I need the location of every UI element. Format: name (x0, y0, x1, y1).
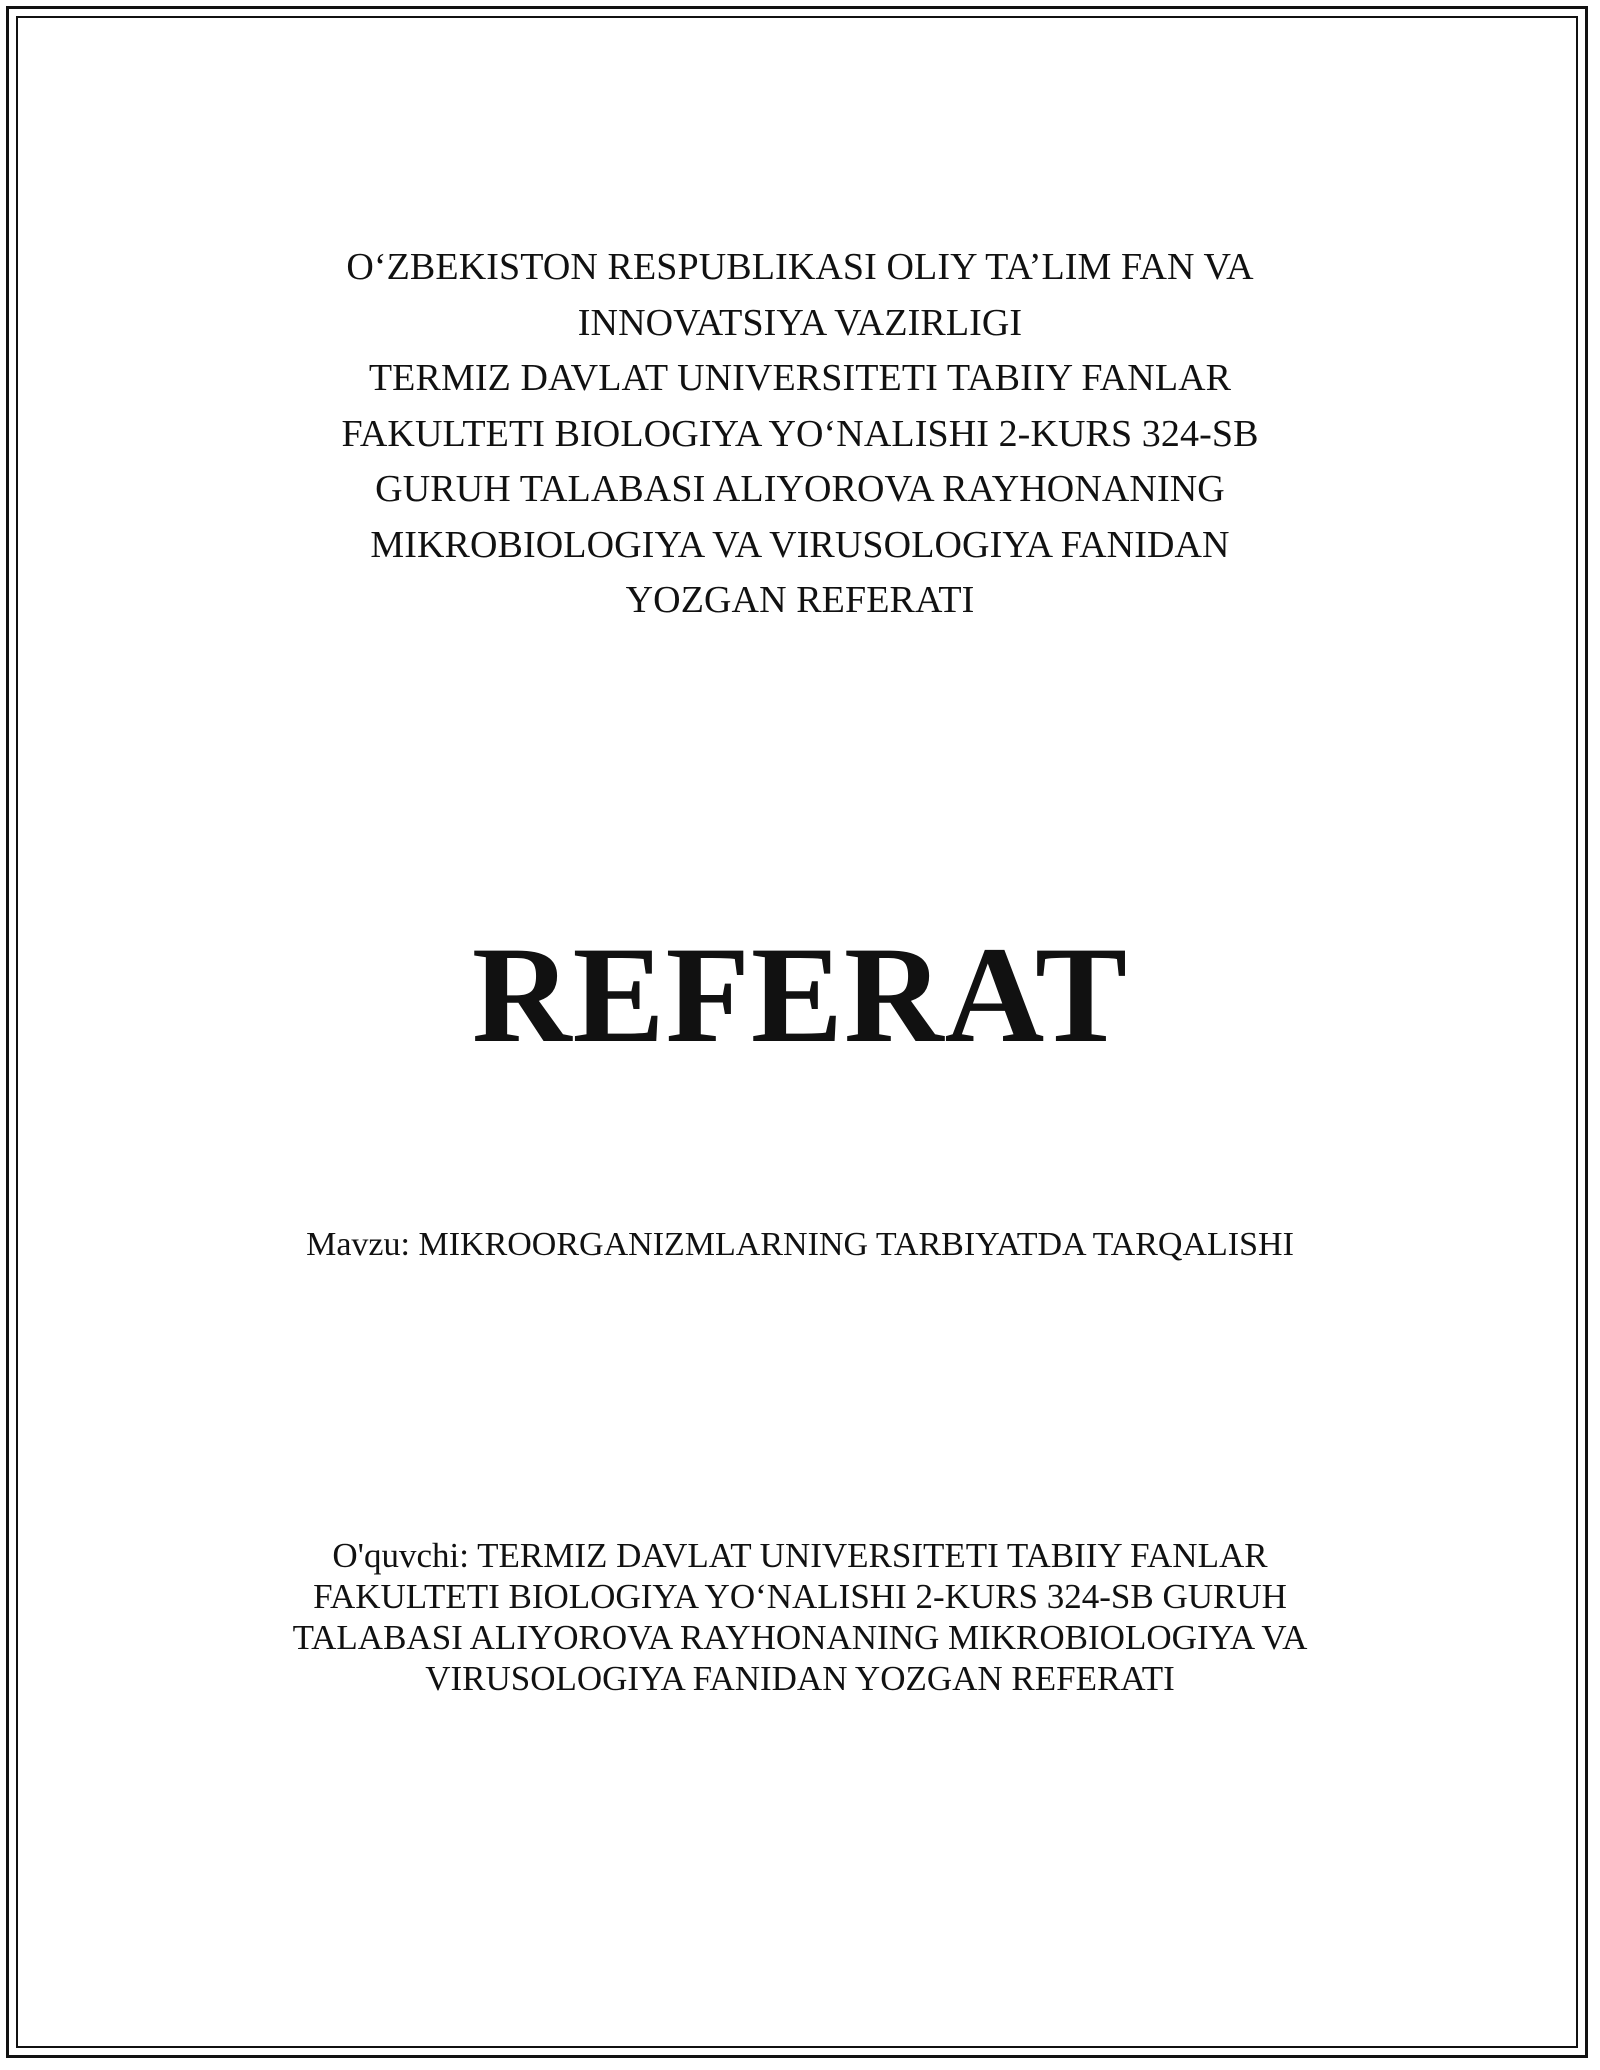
author-info (200, 1535, 1400, 1699)
header-line: INNOVATSIYA VAZIRLIGI (577, 301, 1023, 344)
author-line: TALABASI ALIYOROVA RAYHONANING MIKROBIOLOGIYA VA (292, 1618, 1308, 1657)
header-line: YOZGAN REFERATI (625, 579, 975, 621)
header-line: MIKROBIOLOGIYA VA VIRUSOLOGIYA FANIDAN (370, 523, 1230, 566)
header-line: FAKULTETI BIOLOGIYA YO‘NALISHI 2-KURS 324-SB (341, 412, 1259, 455)
document-title: REFERAT (471, 918, 1129, 1071)
header-line: O‘ZBEKISTON RESPUBLIKASI OLIY TA’LIM FAN VA (346, 246, 1254, 288)
header-line: TERMIZ DAVLAT UNIVERSITETI TABIIY FANLAR (368, 357, 1232, 399)
author-line: FAKULTETI BIOLOGIYA YO‘NALISHI 2-KURS 324-SB GURUH (313, 1577, 1287, 1616)
author-line: VIRUSOLOGIYA FANIDAN YOZGAN REFERATI (425, 1659, 1175, 1698)
header-line: GURUH TALABASI ALIYOROVA RAYHONANING (375, 468, 1225, 510)
author-line: O'quvchi: TERMIZ DAVLAT UNIVERSITETI TABIIY FANLAR (332, 1536, 1268, 1575)
topic-line: Mavzu: MIKROORGANIZMLARNING TARBIYATDA TARQALISHI (306, 1226, 1294, 1263)
institution-header (200, 240, 1400, 629)
